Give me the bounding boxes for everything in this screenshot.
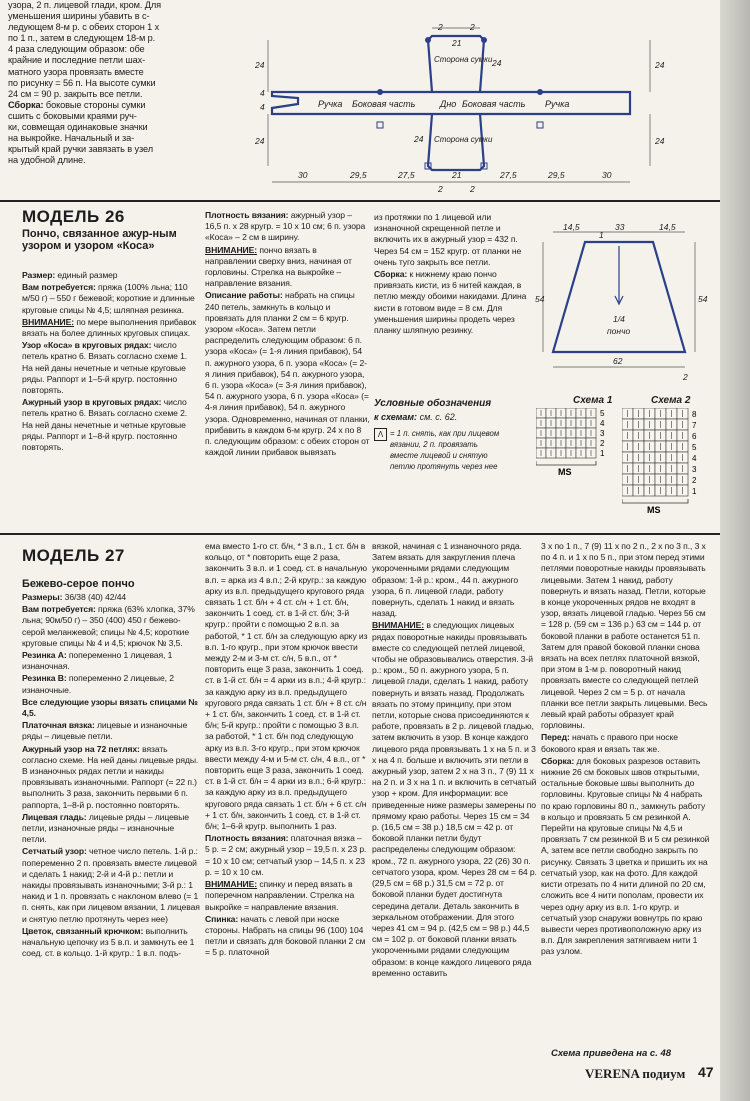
poncho-quarter: 1/4 [613,314,625,324]
poncho-dim-54b: 54 [698,294,708,304]
dim-top-width: 21 [452,38,462,48]
legend-text-line: вязании, 2 п. провязать [390,440,478,449]
top-text-line: 24 см = 90 р. закрыть все петли. [8,88,143,99]
scheme2-row-number: 3 [692,465,697,474]
m26-col1-paragraph: Вам потребуется: пряжа (100% льна; 110 м/50 г) – 550 г бежевой; короткие и длинные круговые спицы № 4,5; шляпная резинка. [22,282,195,315]
bag-pattern-diagram [200,0,720,200]
scheme2-row-number: 2 [692,476,697,485]
scheme2-row-number: 7 [692,421,697,430]
m27-col1-term: Лицевая гладь: [22,811,87,822]
m27-col4-paragraph: 3 х по 1 п., 7 (9) 11 х по 2 п., 2 х по 3 п., 3 х по 4 п. и 1 х по 5 п., при этом перед этими петлями поворотные накиды провязывать лицевыми. Затем 1 накид, работу повернуть и вязать назад. Петли, которые в конце укороченных рядов не входят в узор, вязать лицевой гладью. Через 56 см = 128 р. (59 см = 136 р.) 63 см = 144 р. от боковой планки в работе останется 51 п. Затем для правой боковой планки снова вязать на всех петлях платочной вязкой, при этом в 1-м р. поворотный накид провязать вместе со следующей петлей лицевой. Через 2 см = 5 р. от начала планки все петли закрыть лицевыми. Весь левый край работы образует край горловины. [541,541,708,731]
m26-col1-paragraph: Размер: единый размер [22,270,118,280]
m26-col3-paragraph: Сборка: к нижнему краю пончо привязать кисти, из 6 нитей каждая, в петлю между обоими накидами. Длина кисти в готовом виде = 8 см. Для уменьшения ширины продеть через планку шляпную резинку. [374,269,527,336]
dim-right-lower: 24 [655,136,665,146]
page-edge-shadow [720,0,750,1101]
scheme2-row-number: 1 [692,487,697,496]
dim-left-lower: 24 [255,136,265,146]
m26-col1-term: Размер: [22,270,56,280]
poncho-pattern-diagram [535,222,715,382]
model26-col2 [205,210,370,459]
m27-col1-term: Платочная вязка: [22,720,95,731]
m27-col3-paragraph: ВНИМАНИЕ: в следующих лицевых рядах поворотные накиды провязывать вместе со следующей петлей лицевой, чтобы не образовывались отверстия. 3-й р.: кром., 50 п. ажурного узора, 5 п. лицевой глади, сделать 1 накид, работу повернуть и вязать назад. Продолжать вязать по этому принципу, при этом петли, которые снова присоединяются к работе, провязать в 2 р. лицевой гладью, затем включить в узор. В конце каждого лицевого ряда провязывать 1 х на 5 п. и 3 х на 4 п. больше и включить эти петли в ажурный узор, затем 2 х на 3 п., 7 (9) 11 х на 2 п. и 3 х на 1 п. и включить в сетчатый узор + кром. Для информации: все приведенные ниже размеры замерены по прямому краю работы. Через 15 см = 34 р. (16,5 см = 38 р.) 18,5 см = 42 р. от боковой планки петли будут распределены следующим образом: кром., 72 п. ажурного узора, 22 (26) 30 п. сетчатого узора, кром. Через 28 см = 64 р. (29,5 см = 68 р.) 31,5 см = 72 р. от боковой планки будет достигнута середина детали. Деталь закончить в зеркальном отображении. Для этого через 41 см = 94 р. (42,5 см = 98 р.) 44,5 см = 102 р. от боковой планки вязать укороченными рядами следующим образом: в конце каждого лицевого ряда временно оставить [372,620,537,978]
section-divider-1 [0,200,720,202]
assembly-line: сшить с боковыми краями руч- [8,110,137,121]
scheme1-row-number: 3 [600,429,605,438]
label-handle-right: Ручка [545,99,570,109]
m27-col1-paragraph: Размеры: 36/38 (40) 42/44 [22,592,127,602]
scheme2-repeat-bracket [622,499,688,503]
model26-heading: МОДЕЛЬ 26 [22,207,125,226]
dim-left-a: 4 [260,88,265,98]
dim-b-30b: 30 [602,170,612,180]
label-bottom: Дно [440,99,457,109]
label-side-left: Боковая часть [352,99,416,109]
assembly-line: боковые стороны сумки [43,99,146,110]
model26-col3 [374,212,534,337]
poncho-dim-14-5a: 14,5 [563,222,580,232]
m27-col1-term: Все следующие узоры вязать спицами № 4,5. [22,696,198,719]
poncho-dim-54a: 54 [535,294,545,304]
m27-col1-term: Цветок, связанный крючком: [22,925,144,936]
m27-col1-paragraph: Резинка В: попеременно 2 лицевые, 2 изнаночные. [22,673,174,695]
top-assembly [8,100,196,167]
m26-col1-term: Ажурный узор в круговых рядах: [22,397,162,408]
scheme2-ms-label: MS [647,505,661,515]
m27-col2-paragraph: Спинка: начать с левой при носке стороны. Набрать на спицы 96 (100) 104 петли и связать для боковой планки 2 см = 5 р. платочной [205,913,366,958]
m26-col1-term: Узор «Коса» в круговых рядах: [22,340,152,351]
poncho-dim-33: 33 [615,222,625,232]
scheme-reference: Схема приведена на с. 48 [551,1048,672,1059]
model27-col3 [372,541,537,980]
legend-ref-label: к схемам: [374,412,418,422]
top-text-line: по 1 п., затем в следующем 18-м р. [8,33,156,44]
scheme2-row-number: 4 [692,454,697,463]
m26-col2-paragraph: Описание работы: набрать на спицы 240 петель, замкнуть в кольцо и провязать для планки 2 см = 6 кругр. узором «Коса». Затем петли распределить следующим образом: 6 п. узора «Коса» (= 1-я линия прибавок), 54 п. ажурного узора, 6 п. узора «Коса» (= 2-я линия прибавок), 54 п. ажурного узора, 6 п. узора «Коса» (= 3-я линия прибавок), 54 п. ажурного узора, 6 п. узора «Коса» (= 4-я линия прибавок), 54 п. ажурного узора. Одновременно, начиная от планки, прибавить в каждом 6-м кругр. 24 х по 8 п. следующим образом: с обеих сторон от каждой линии прибавок вывязать [205,290,370,458]
dim-left-upper: 24 [255,60,265,70]
m27-col1-term: Резинка А: [22,650,67,661]
legend-text-line: = 1 п. снять, как при лицевом [390,429,500,438]
scheme1-row-number: 2 [600,439,605,448]
dim-b-275a: 27,5 [398,170,415,180]
scheme2-row-number: 8 [692,410,697,419]
dim-top-2b: 2 [470,22,475,32]
label-bag-top: Сторона сумки [434,55,493,64]
scheme1-row-number: 4 [600,419,605,428]
dim-b-295a: 29,5 [350,170,367,180]
model27-col2 [205,541,368,960]
m27-col4-term: Перед: [541,732,570,743]
top-text-line: 4 раза следующим образом: обе [8,44,145,55]
m26-col3-paragraph: из протяжки по 1 лицевой или изнаночной скрещенной петле и включить их в ажурный узор = 432 п. Через 54 см = 152 кругр. от планки не очень туго закрыть все петли. [374,212,522,267]
dim-b-2b: 2 [470,184,475,194]
assembly-line: ки, совмещая одинаковые значки [8,122,148,133]
dim-right-upper: 24 [655,60,665,70]
m27-col1-paragraph: Ажурный узор на 72 петлях: вязать согласно схеме. На ней даны лицевые ряды. В изнаночных рядах петли и накиды провязывать изнаночными. Раппорт (= 22 п.) выполнить 3 раза, закончить первыми 6 п. раппорта, 1–8-й р. постоянно повторять. [22,743,199,810]
m26-col2-term: Плотность вязания: [205,210,289,220]
m27-col2-term: Плотность вязания: [205,833,289,844]
dim-bag-right: 24 [492,58,502,68]
m27-col1-term: Вам потребуется: [22,604,96,615]
top-text-line: матного узора провязать вместе [8,66,144,77]
scheme2-row-number: 6 [692,432,697,441]
m27-col1-paragraph: Вам потребуется: пряжа (63% хлопка, 37% льна; 90м/50 г) – 350 (400) 450 г бежево-серой меланжевой; спицы № 4,5; короткие круговые спицы № 4 и 4,5; крючок № 3,5. [22,604,195,648]
top-text-line: по рисунку = 56 п. На высоте сумки [8,77,156,88]
scheme2-grid [622,408,718,528]
m26-col1-paragraph: ВНИМАНИЕ: по мере выполнения прибавок вязать на более длинных круговых спицах. [22,316,196,339]
top-text-lines [8,0,196,100]
m27-col1-paragraph: Лицевая гладь: лицевые ряды – лицевые петли, изнаночные ряды – изнаночные петли. [22,811,189,845]
dim-b-275b: 27,5 [500,170,517,180]
scheme1-ms-label: MS [558,467,572,477]
dim-left-b: 4 [260,102,265,112]
m27-col1-term: Сетчатый узор: [22,846,87,857]
m27-col1-term: Резинка В: [22,673,67,684]
label-bag-bottom: Сторона сумки [434,135,493,144]
model27-col1 [22,592,200,961]
dim-b-30a: 30 [298,170,308,180]
m27-col1-paragraph: Резинка А: попеременно 1 лицевая, 1 изнаночная. [22,650,173,672]
legend-ref [374,412,457,422]
m27-col2-paragraph: ВНИМАНИЕ: спинку и перед вязать в поперечном направлении. Стрелка на выкройке = направление вязания. [205,879,355,912]
label-handle-left: Ручка [318,99,343,109]
model26-title: Пончо, связанное ажур-ным узором и узором «Коса» [22,228,177,252]
scheme1-grid [536,408,616,488]
model27-title: Бежево-серое пончо [22,578,135,590]
model27-heading: МОДЕЛЬ 27 [22,546,125,565]
top-text-line: узора, 2 п. лицевой глади, кром. Для [8,0,162,10]
poncho-dim-62: 62 [613,356,623,366]
m26-col2-paragraph: ВНИМАНИЕ: пончо вязать в направлении сверху вниз, начиная от горловины. Стрелка на выкройке – направление вязания. [205,244,352,289]
m26-col2-attention: ВНИМАНИЕ: [205,244,258,255]
top-text-column [8,0,196,166]
m27-col2-term: Спинка: [205,913,239,924]
m26-col1-attention: ВНИМАНИЕ: [22,316,75,327]
legend-ref-value: см. с. 62. [417,412,458,422]
m27-col4-term: Сборка: [541,755,575,766]
m27-col1-paragraph: Цветок, связанный крючком: выполнить начальную цепочку из 5 в.п. и замкнуть ее 1 соед. ст. в кольцо. 1-й кругр.: 1 в.п. подъ- [22,925,195,959]
legend-symbol: Ʌ [374,428,387,441]
assembly-line: на удобной длине. [8,155,86,166]
m27-col1-paragraph: Сетчатый узор: четное число петель. 1-й р.: попеременно 2 п. провязать вместе лицевой и сделать 1 накид; 2-й и 4-й р.: петли и накиды провязывать изнаночными; 3-й р.: 1 накид и 1 п. провязать с наклоном влево (= 1 п. снять, как при лицевом вязании, 1 лицевая и снятую петлю протянуть через нее) [22,846,200,924]
page-number: 47 [698,1064,714,1080]
m26-col2-term: Описание работы: [205,290,283,301]
assembly-label: Сборка: [8,99,44,110]
m27-col2-paragraph: Плотность вязания: платочная вязка – 5 р. = 2 см; ажурный узор – 19,5 п. х 23 р. = 10 х 10 см; сетчатый узор – 14,5 п. х 23 р. = 10 х 10 см. [205,833,367,877]
m27-col1-paragraph: Платочная вязка: лицевые и изнаночные ряды – лицевые петли. [22,720,188,742]
m27-col1-term: Ажурный узор на 72 петлях: [22,743,140,754]
m26-col1-term: Вам потребуется: [22,282,96,293]
assembly-line: крытый край ручки завязать в узел [8,144,153,155]
top-text-line: уменьшения ширины убавить в с- [8,11,150,22]
dim-bag-left-lower: 24 [414,134,424,144]
scheme2-row-number: 5 [692,443,697,452]
m26-col2-paragraph: Плотность вязания: ажурный узор – 16,5 п. х 28 кругр. = 10 х 10 см; 6 п. узора «Коса» – 2 см в ширину. [205,210,366,243]
top-text-line: крайние и последние петли шах- [8,55,146,66]
m27-col1-paragraph [22,697,200,719]
m27-col1-term: Размеры: [22,592,63,602]
legend-text [390,428,530,472]
legend-text-line: вместе лицевой и снятую [390,451,488,460]
m26-col1-paragraph: Узор «Коса» в круговых рядах: число петель кратно 6. Вязать согласно схеме 1. На ней даны нечетные и четные круговые ряды. Раппорт и 1–5-й кругр. постоянно повторять. [22,340,188,396]
m27-col4-paragraph: Перед: начать с правого при носке бокового края и вязать так же. [541,732,678,754]
scheme1-title: Схема 1 [573,395,613,406]
brand-logo: VERENA подиум [585,1066,686,1081]
top-text-line: ледующем 8-м р. с обеих сторон 1 х [8,22,160,33]
poncho-dim-1: 1 [599,230,604,240]
scheme1-row-number: 5 [600,409,605,418]
m26-col3-term: Сборка: [374,269,408,280]
m27-col2-attention: ВНИМАНИЕ: [205,879,258,890]
m27-col2-paragraph: ема вместо 1-го ст. б/н, * 3 в.п., 1 ст. б/н в кольцо, от * повторить еще 2 раза, закончить 3 в.п. и 1 соед. ст. в начальную в.п. = арка из 4 в.п.; 2-й кругр.: за каждую арку из в.п. предыдущего кругового ряда связать 1 ст. б/н + 4 ст. с/н + 1 ст. б/н, закончить 1 соед. ст. в 1-й ст. б/н; 3-й кругр.: пройти с помощью 2 в.п. за работой, * 1 ст. б/н за следующую арку из в.п. 1-го кругр., при этом крючок ввести между 2-м и 3-м ст. с/н, 5 в.п., от * повторить еще 3 раза, закончить 1 соед. ст. в 1-й ст. б/н = 4 арки из в.п.; 4-й кругр.: за каждую арку из в.п. предыдущего кругового ряда связать 1 ст. б/н + 8 ст. с/н + 1 ст. б/н, закончить 1 соед. ст. в 1-й ст. б/н; 5-й кругр.: пройти с помощью 3 в.п. за работой, * 1 ст. б/н под следующую арку из в.п. 3-го кругр., при этом крючок ввести между 4-м и 5-м ст. с/н, 4 в.п., от * повторить еще 3 раза, закончить 1 соед. ст. в 1-й ст. б/н = 4 арки из в.п.; 6-й кругр.: за каждую арку из в.п. предыдущего кругового ряда связать 1 ст. б/н + 6 ст. с/н + 1 ст. б/н, закончить 1 соед. ст. в 1-й ст. б/н; 1–6-й кругр. выполнить 1 раз. [205,541,368,832]
scheme1-repeat-bracket [536,461,596,465]
poncho-label: пончо [607,326,631,336]
scheme2-title: Схема 2 [651,395,691,406]
m27-col3-paragraph: вязкой, начиная с 1 изнаночного ряда. Затем вязать для закругления плеча укороченными рядами следующим образом: 1-й р.: кром., 44 п. ажурного узора, 6 п. лицевой глади, работу повернуть, сделать 1 накид и вязать назад. [372,541,522,619]
model26-col1 [22,270,200,454]
dim-top-2a: 2 [438,22,443,32]
section-divider-2 [0,533,720,535]
m27-col4-paragraph: Сборка: для боковых разрезов оставить нижние 26 см боковых швов открытыми, остальные боковые швы выполнить до горловины. Круговые спицы № 4 набрать по краю горловины 80 п., замкнуть работу в кольцо и провязать 5 см резинкой А. Перейти на круговые спицы № 4,5 и провязать 7 см резинкой В и 5 см резинкой А, затем все петли свободно закрыть по рисунку. Связать 3 цветка и пришить их на сетчатый узор, как на фото. Для каждой кисти отрезать по 4 нити длиной по 20 см, сложить все 4 нити пополам, провести их через одну арку из в.п. 1-го кругр. и сетчатый узор снаружи вовнутрь по краю вывести через противоположную арку из в.п. Для закрепления затягиваем нити 1 раз узлом. [541,755,710,957]
legend-title: Условные обозначения [374,398,492,409]
label-side-right: Боковая часть [462,99,526,109]
m27-col3-attention: ВНИМАНИЕ: [372,620,425,631]
dim-b-295b: 29,5 [548,170,565,180]
m26-col1-paragraph: Ажурный узор в круговых рядах: число петель кратно 6. Вязать согласно схеме 2. На ней даны нечетные и четные круговые ряды. Раппорт и 1–8-й кругр. постоянно повторять. [22,397,188,453]
assembly-line: на выкройке. Начальный и за- [8,133,135,144]
scheme1-row-number: 1 [600,449,605,458]
dim-b-2a: 2 [438,184,443,194]
poncho-dim-2: 2 [683,372,688,382]
legend-text-line: петлю протянуть через нее [390,462,498,471]
dim-b-21: 21 [452,170,462,180]
poncho-dim-14-5b: 14,5 [659,222,676,232]
model27-col4 [541,541,711,959]
